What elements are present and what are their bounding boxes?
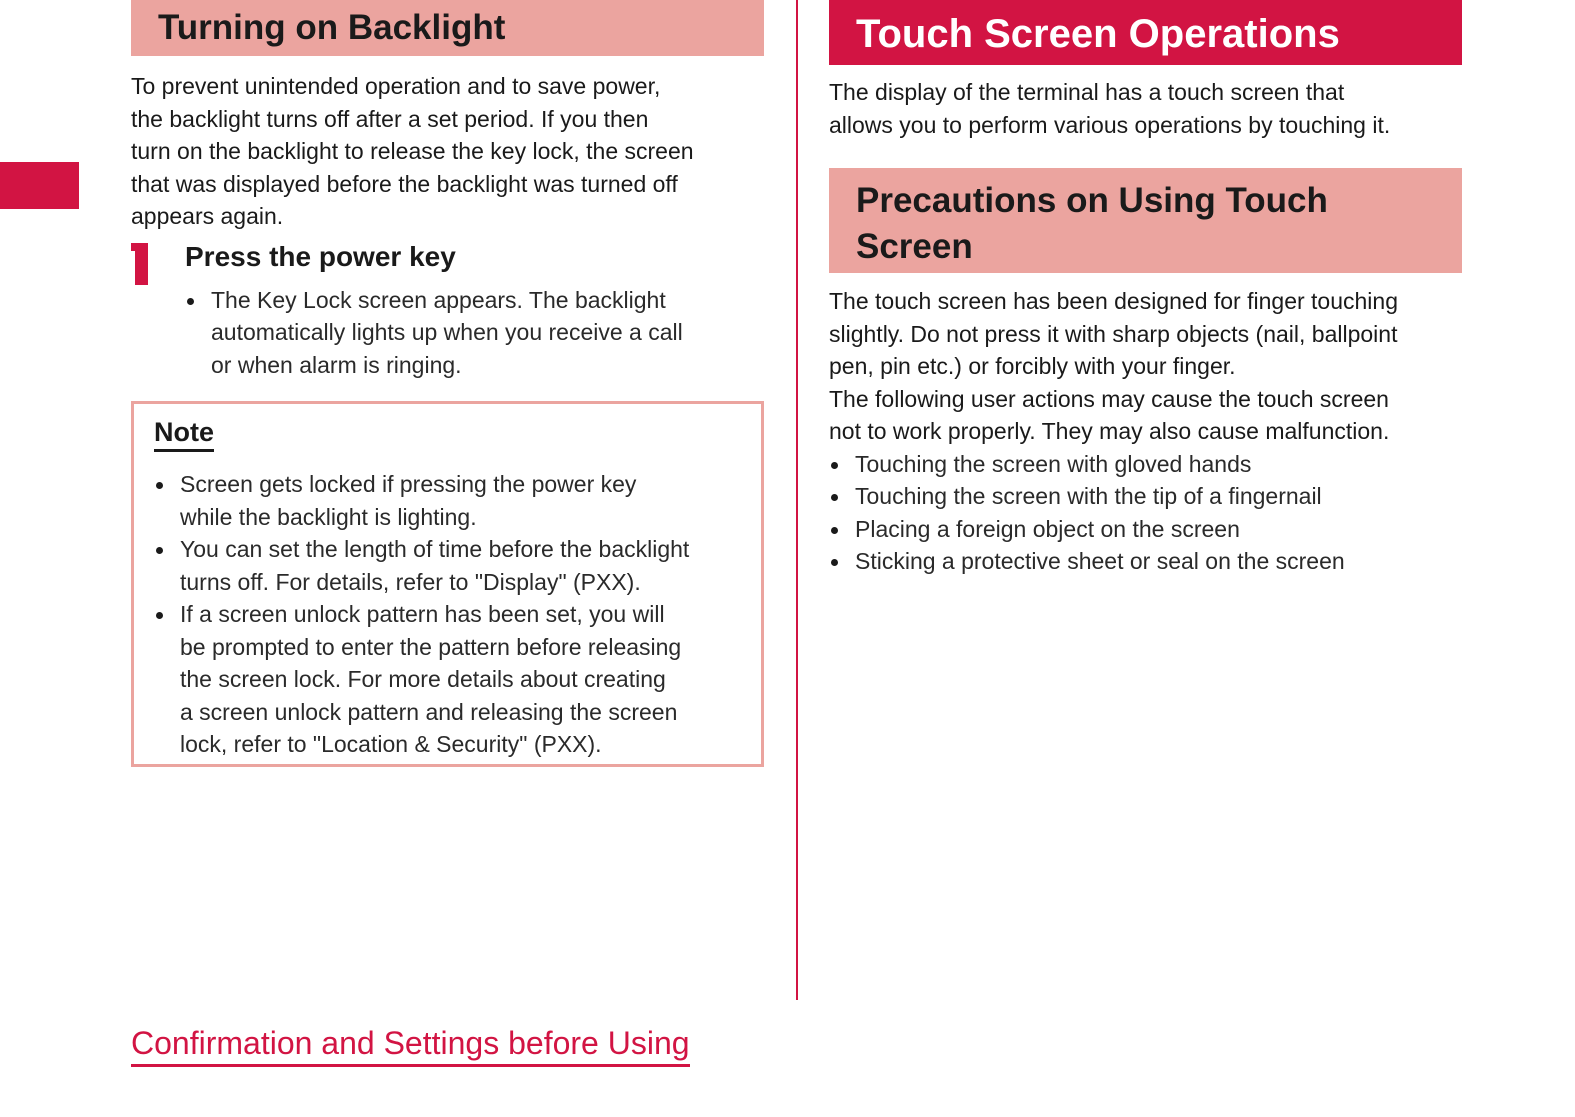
- touch-intro: [829, 76, 1462, 141]
- note-line: turns off. For details, refer to "Display" (PXX).: [180, 568, 641, 595]
- note-title: Note: [154, 416, 214, 452]
- list-item: Touching the screen with the tip of a fingernail: [829, 480, 1462, 513]
- intro-line: the backlight turns off after a set period. If you then: [131, 105, 649, 132]
- list-item: [154, 598, 747, 761]
- step-number-1: [131, 243, 148, 285]
- backlight-intro: [131, 70, 764, 233]
- note-box: [131, 401, 764, 767]
- body-line: The touch screen has been designed for finger touching: [829, 288, 1398, 314]
- list-item: [154, 468, 747, 533]
- step-number-glyph-flag: [131, 243, 139, 251]
- note-list: [154, 468, 747, 761]
- step-bullets: [185, 284, 764, 382]
- right-column: [829, 0, 1462, 578]
- note-line: Screen gets locked if pressing the power key: [180, 471, 637, 497]
- body-line: The following user actions may cause the touch screen: [829, 385, 1389, 412]
- intro-line: To prevent unintended operation and to save power,: [131, 73, 661, 99]
- heading-line: Screen: [856, 227, 973, 266]
- note-line: lock, refer to "Location & Security" (PXX).: [180, 731, 602, 757]
- chapter-tab-marker: [0, 162, 79, 209]
- intro-line: turn on the backlight to release the key lock, the screen: [131, 138, 694, 164]
- step-1: [131, 241, 764, 382]
- chapter-footer-link[interactable]: Confirmation and Settings before Using: [131, 1024, 690, 1067]
- note-line: the screen lock. For more details about creating: [180, 666, 666, 692]
- bullet-line: or when alarm is ringing.: [211, 351, 462, 378]
- left-column: [131, 0, 764, 381]
- note-line: be prompted to enter the pattern before releasing: [180, 633, 682, 660]
- note-line: while the backlight is lighting.: [180, 503, 477, 530]
- bullet-line: automatically lights up when you receive a call: [211, 319, 683, 345]
- note-line: You can set the length of time before the backlight: [180, 536, 690, 562]
- bullet-line: The Key Lock screen appears. The backlight: [211, 286, 666, 313]
- precautions-list: [829, 448, 1462, 578]
- section-heading-backlight: Turning on Backlight: [131, 0, 764, 56]
- note-line: If a screen unlock pattern has been set, you will: [180, 601, 665, 627]
- body-line: not to work properly. They may also cause malfunction.: [829, 418, 1390, 444]
- note-line: a screen unlock pattern and releasing the screen: [180, 698, 678, 725]
- list-item: [154, 533, 747, 598]
- intro-line: allows you to perform various operations by touching it.: [829, 111, 1391, 138]
- precautions-body: [829, 285, 1462, 448]
- list-item: Sticking a protective sheet or seal on the screen: [829, 545, 1462, 578]
- section-heading-touch-screen: Touch Screen Operations: [829, 0, 1462, 65]
- body-line: slightly. Do not press it with sharp objects (nail, ballpoint: [829, 320, 1398, 347]
- intro-line: The display of the terminal has a touch screen that: [829, 79, 1345, 105]
- heading-line: Precautions on Using Touch: [856, 181, 1328, 220]
- step-title: Press the power key: [185, 240, 456, 272]
- list-item: Placing a foreign object on the screen: [829, 513, 1462, 546]
- body-line: pen, pin etc.) or forcibly with your finger.: [829, 353, 1236, 379]
- list-item: Touching the screen with gloved hands: [829, 448, 1462, 481]
- list-item: [185, 284, 764, 382]
- intro-line: appears again.: [131, 203, 284, 229]
- column-divider: [796, 0, 798, 1000]
- subsection-heading-precautions: [829, 168, 1462, 273]
- intro-line: that was displayed before the backlight was turned off: [131, 170, 678, 197]
